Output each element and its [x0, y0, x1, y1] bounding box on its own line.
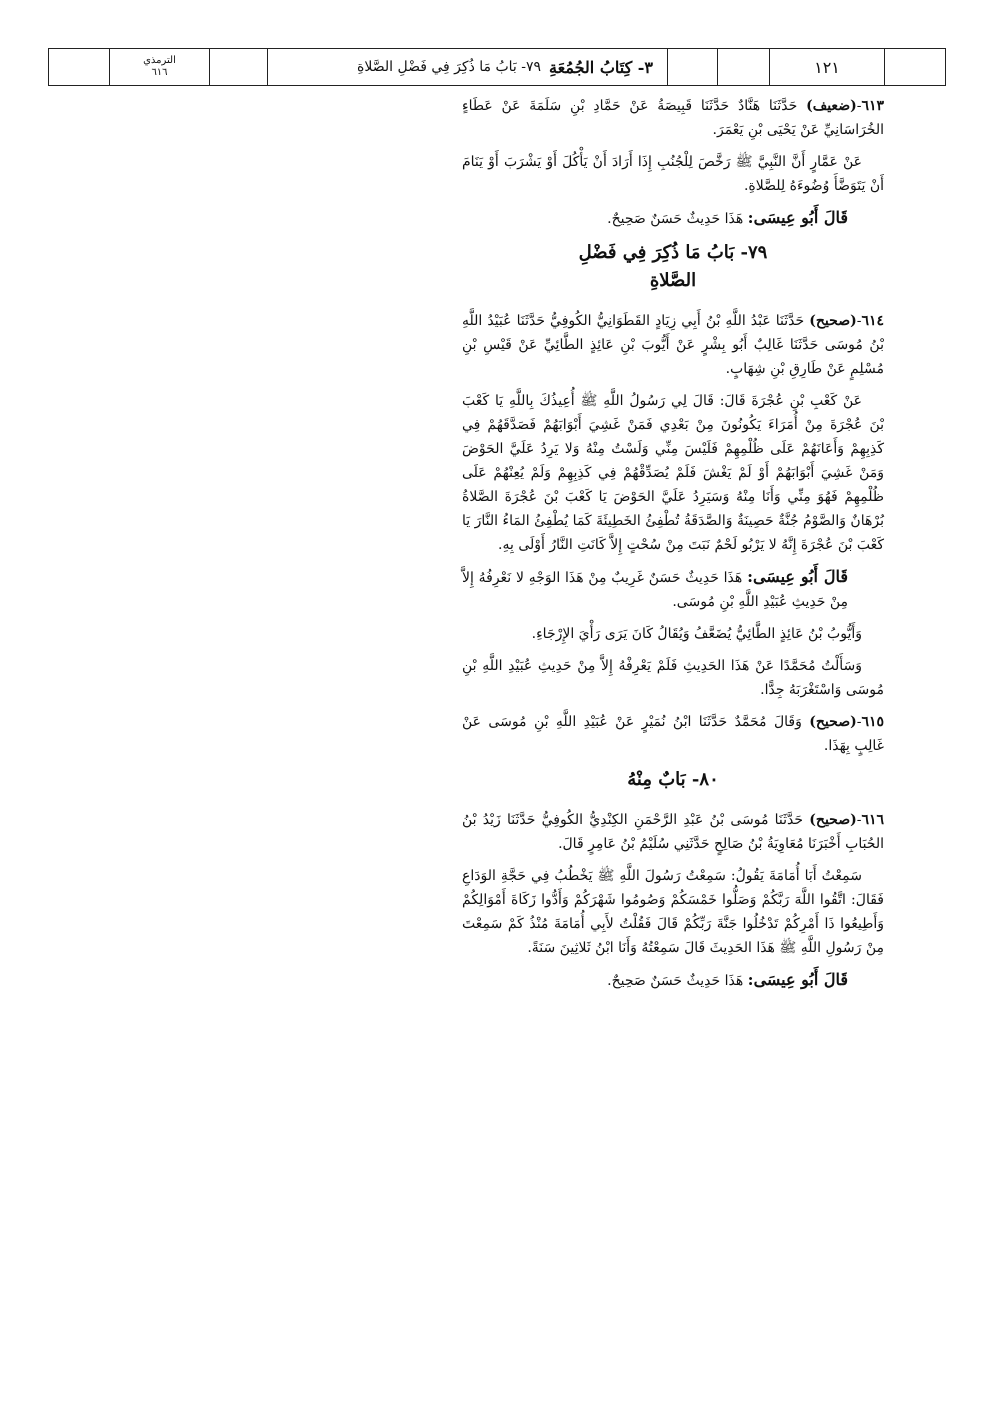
chapter-title-line: الصَّلاةِ	[649, 270, 697, 291]
hadith-number: ٦١٦	[861, 812, 885, 828]
header-cell-empty	[717, 49, 769, 85]
hadith-613-grading	[462, 206, 884, 231]
hadith-616-grading	[462, 968, 884, 993]
hadith-616-isnad: ٦١٦-(صحيح) حَدَّثَنَا مُوسَى بْنُ عَبْدِ الرَّحْمَنِ الكِنْدِيُّ الكُوفِيُّ حَدَّثَنَا زَيْدُ بْنُ الحُبَابِ أَخْبَرَنَا مُعَاوِيَةُ بْنُ صَالِحٍ حَدَّثَنِي سُلَيْمُ بْنُ عَامِرٍ قَالَ.	[462, 812, 885, 852]
header-cell-empty-left	[49, 49, 109, 85]
hadith-number: ٦١٥	[861, 714, 884, 730]
abu-isa-text: هَذَا حَدِيثٌ حَسَنٌ غَرِيبٌ مِنْ هَذَا الوَجْهِ لا نَعْرِفُهُ إِلاَّ مِنْ حَدِيثِ عُبَيْدِ اللَّهِ بْنِ مُوسَى.	[462, 570, 848, 610]
header-chapter-label: ٣- كِتَابُ الجُمُعَةِ	[549, 57, 653, 77]
header-book-reference	[109, 49, 209, 85]
hadith-614-matn: عَنْ كَعْبِ بْنِ عُجْرَةَ قَالَ: قَالَ لِي رَسُولُ اللَّهِ ﷺ أُعِيذُكَ بِاللَّهِ يَا كَعْبَ بْنَ عُجْرَةَ مِنْ أُمَرَاءَ يَكُونُونَ مِنْ بَعْدِي فَمَنْ غَشِيَ أَبْوَابَهُمْ فَصَدَّقَهُمْ فِي كَذِبِهِمْ وَأَعَانَهُمْ عَلَى ظُلْمِهِمْ فَلَيْسَ مِنِّي وَلَسْتُ مِنْهُ وَلا يَرِدُ عَلَيَّ الحَوْضَ وَمَنْ غَشِيَ أَبْوَابَهُمْ أَوْ لَمْ يَغْشَ فَلَمْ يُصَدِّقْهُمْ فِي كَذِبِهِمْ وَلَمْ يُعِنْهُمْ عَلَى ظُلْمِهِمْ فَهُوَ مِنِّي وَأَنَا مِنْهُ وَسَيَرِدُ عَلَيَّ الحَوْضَ يَا كَعْبَ بْنَ عُجْرَةَ الصَّلاةُ بُرْهَانٌ وَالصَّوْمُ جُنَّةٌ حَصِينَةٌ وَالصَّدَقَةُ تُطْفِئُ الخَطِيئَةَ كَمَا يُطْفِئُ المَاءُ النَّارَ يَا كَعْبَ بْنَ عُجْرَةَ إِنَّهُ لا يَرْبُو لَحْمٌ نَبَتَ مِنْ سُحْتٍ إِلاَّ كَانَتِ النَّارُ أَوْلَى بِهِ.	[462, 393, 884, 553]
hadith-isnad: حَدَّثَنَا عَبْدُ اللَّهِ بْنُ أَبِي زِيَادٍ القَطَوَانِيُّ الكُوفِيُّ حَدَّثَنَا عُبَيْدُ اللَّهِ بْنُ مُوسَى حَدَّثَنَا غَالِبٌ أَبُو بِشْرٍ عَنْ أَيُّوبَ بْنِ عَائِذٍ الطَّائِيِّ عَنْ قَيْسِ بْنِ مُسْلِمٍ عَنْ طَارِقِ بْنِ شِهَابٍ.	[462, 313, 884, 377]
page-body	[462, 94, 884, 1001]
abu-isa-label: قَالَ أَبُو عِيسَى:	[747, 970, 848, 989]
abu-isa-label: قَالَ أَبُو عِيسَى:	[747, 567, 849, 586]
header-hadith-number: ٦١٦	[151, 67, 168, 78]
hadith-614-grading	[462, 565, 884, 614]
hadith-614-note: وَسَأَلْتُ مُحَمَّدًا عَنْ هَذَا الحَدِيثِ فَلَمْ يَعْرِفْهُ إِلاَّ مِنْ حَدِيثِ عُبَيْدِ اللَّهِ بْنِ مُوسَى وَاسْتَغْرَبَهُ جِدًّا.	[462, 658, 884, 698]
hadith-text: وَقَالَ مُحَمَّدٌ حَدَّثَنَا ابْنُ نُمَيْرٍ عَنْ عُبَيْدِ اللَّهِ بْنِ مُوسَى عَنْ غَالِبٍ بِهَذَا.	[462, 714, 884, 754]
chapter-80-title: ٨٠- بَابٌ مِنْهُ	[627, 769, 719, 790]
hadith-614-isnad: ٦١٤-(صحيح) حَدَّثَنَا عَبْدُ اللَّهِ بْنُ أَبِي زِيَادٍ القَطَوَانِيُّ الكُوفِيُّ حَدَّثَنَا عُبَيْدُ اللَّهِ بْنُ مُوسَى حَدَّثَنَا غَالِبٌ أَبُو بِشْرٍ عَنْ أَيُّوبَ بْنِ عَائِذٍ الطَّائِيِّ عَنْ قَيْسِ بْنِ مُسْلِمٍ عَنْ طَارِقِ بْنِ شِهَابٍ.	[462, 313, 884, 377]
page-header-table	[48, 48, 946, 86]
chapter-79-title	[462, 239, 884, 295]
header-cell-empty	[667, 49, 717, 85]
hadith-613-matn: عَنْ عَمَّارٍ أَنَّ النَّبِيَّ ﷺ رَخَّصَ لِلْجُنُبِ إِذَا أَرَادَ أَنْ يَأْكُلَ أَوْ يَشْرَبَ أَوْ يَنَامَ أَنْ يَتَوَضَّأَ وُضُوءَهُ لِلصَّلاةِ.	[462, 154, 884, 194]
hadith-grade: (صحيح)	[809, 714, 857, 730]
hadith-616-matn: سَمِعْتُ أَبَا أُمَامَةَ يَقُولُ: سَمِعْتُ رَسُولَ اللَّهِ ﷺ يَخْطُبُ فِي حَجَّةِ الوَدَاعِ فَقَالَ: اتَّقُوا اللَّهَ رَبَّكُمْ وَصَلُّوا خَمْسَكُمْ وَصُومُوا شَهْرَكُمْ وَأَدُّوا زَكَاةَ أَمْوَالِكُمْ وَأَطِيعُوا ذَا أَمْرِكُمْ تَدْخُلُوا جَنَّةَ رَبِّكُمْ قَالَ فَقُلْتُ لأَبِي أُمَامَةَ مُنْذُ كَمْ سَمِعْتَ مِنْ رَسُولِ اللَّهِ ﷺ هَذَا الحَدِيثَ قَالَ سَمِعْتُهُ وَأَنَا ابْنُ ثَلاثِينَ سَنَةً.	[462, 868, 884, 956]
hadith-grade: (صحيح)	[809, 812, 857, 828]
abu-isa-text: هَذَا حَدِيثٌ حَسَنٌ صَحِيحٌ.	[607, 211, 744, 227]
header-titles	[267, 49, 667, 85]
chapter-title-line: ٧٩- بَابُ مَا ذُكِرَ فِي فَضْلِ	[578, 242, 768, 263]
header-page-number: ١٢١	[769, 49, 884, 85]
hadith-number: ٦١٤	[861, 313, 884, 329]
hadith-isnad: حَدَّثَنَا هَنَّادٌ حَدَّثَنَا قَبِيصَةُ عَنْ حَمَّادِ بْنِ سَلَمَةَ عَنْ عَطَاءٍ الخُرَاسَانِيِّ عَنْ يَحْيَى بْنِ يَعْمَرَ.	[462, 98, 884, 138]
hadith-615: ٦١٥-(صحيح) وَقَالَ مُحَمَّدٌ حَدَّثَنَا ابْنُ نُمَيْرٍ عَنْ عُبَيْدِ اللَّهِ بْنِ مُوسَى عَنْ غَالِبٍ بِهَذَا.	[462, 714, 884, 754]
header-cell-empty	[209, 49, 267, 85]
hadith-number: ٦١٣	[861, 98, 884, 114]
header-cell-empty-right	[884, 49, 945, 85]
hadith-614-note: وَأَيُّوبُ بْنُ عَائِذٍ الطَّائِيُّ يُضَعَّفُ وَيُقَالُ كَانَ يَرَى رَأْيَ الإِرْجَاءِ.	[531, 626, 862, 642]
abu-isa-text: هَذَا حَدِيثٌ حَسَنٌ صَحِيحٌ.	[607, 973, 744, 989]
hadith-grade: (ضعيف)	[806, 98, 857, 114]
header-book-name: الترمذي	[143, 55, 176, 66]
hadith-613-isnad: ٦١٣-(ضعيف) حَدَّثَنَا هَنَّادٌ حَدَّثَنَا قَبِيصَةُ عَنْ حَمَّادِ بْنِ سَلَمَةَ عَنْ عَطَاءٍ الخُرَاسَانِيِّ عَنْ يَحْيَى بْنِ يَعْمَرَ.	[462, 98, 884, 138]
hadith-grade: (صحيح)	[809, 313, 857, 329]
abu-isa-label: قَالَ أَبُو عِيسَى:	[747, 208, 848, 227]
hadith-isnad: حَدَّثَنَا مُوسَى بْنُ عَبْدِ الرَّحْمَنِ الكِنْدِيُّ الكُوفِيُّ حَدَّثَنَا زَيْدُ بْنُ الحُبَابِ أَخْبَرَنَا مُعَاوِيَةُ بْنُ صَالِحٍ حَدَّثَنِي سُلَيْمُ بْنُ عَامِرٍ قَالَ.	[462, 812, 884, 852]
header-section-label: ٧٩- بَابُ مَا ذُكِرَ فِي فَضْلِ الصَّلاةِ	[357, 59, 542, 75]
